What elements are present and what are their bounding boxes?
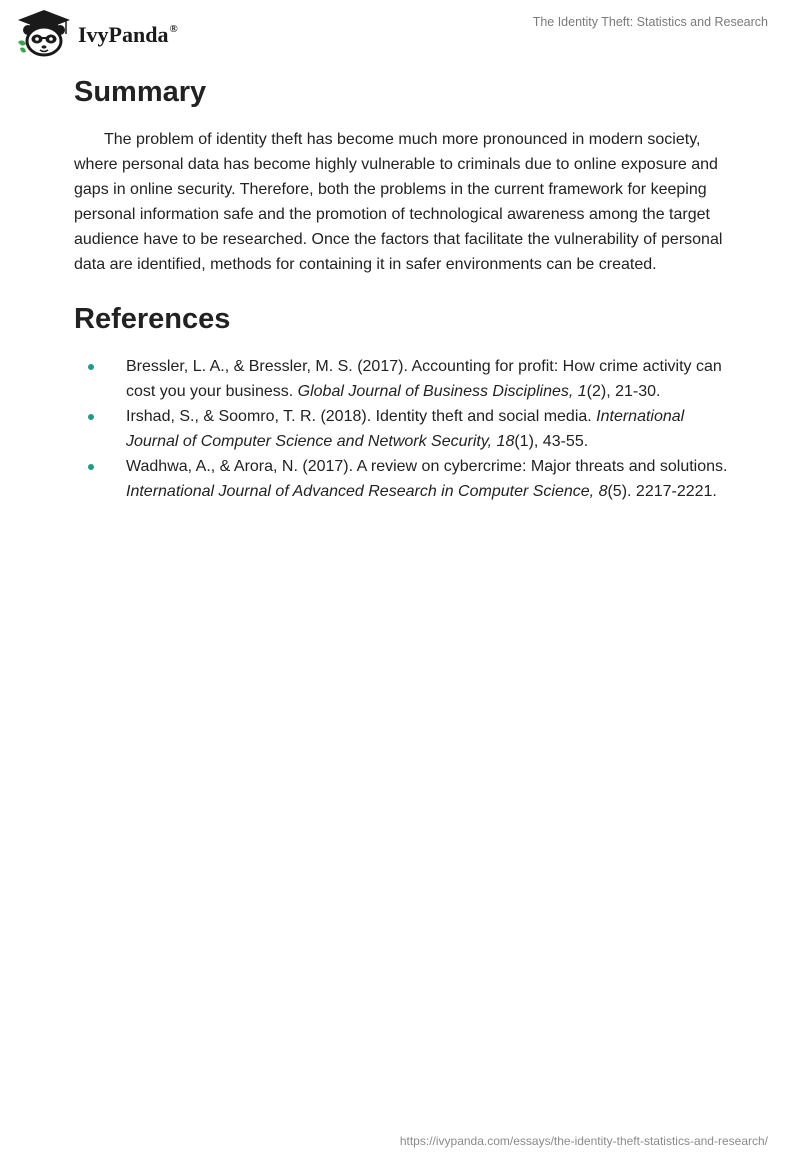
reference-journal: International Journal of Advanced Research in Computer Science, 8: [126, 483, 608, 500]
references-heading: References: [74, 303, 231, 335]
reference-tail: (5). 2217-2221.: [607, 483, 717, 500]
reference-journal: International Journal of Computer Science and Network Security, 18: [126, 408, 685, 450]
summary-heading: Summary: [74, 76, 207, 108]
reference-journal: Global Journal of Business Disciplines, 1: [297, 383, 587, 400]
reference-text: Bressler, L. A., & Bressler, M. S. (2017). Accounting for profit: How crime activity can cost you your business.: [126, 358, 722, 400]
document-title: The Identity Theft: Statistics and Research: [532, 15, 768, 29]
bullet-icon: [88, 364, 94, 370]
reference-tail: (2), 21-30.: [586, 383, 661, 400]
reference-tail: (1), 43-55.: [514, 433, 589, 450]
essay-content: [74, 72, 734, 504]
reference-item: [74, 404, 734, 454]
page-header: [0, 0, 800, 70]
reference-text: Wadhwa, A., & Arora, N. (2017). A review on cybercrime: Major threats and solutions.: [126, 458, 728, 475]
source-url[interactable]: https://ivypanda.com/essays/the-identity-theft-statistics-and-research/: [399, 1134, 768, 1148]
bullet-icon: [88, 464, 94, 470]
brand-name: IvyPanda®: [78, 22, 178, 47]
bullet-icon: [88, 414, 94, 420]
panda-graduate-icon: [14, 8, 74, 58]
summary-paragraph: The problem of identity theft has become much more pronounced in modern society, where personal data has become highly vulnerable to criminals due to online exposure and gaps in online security. Therefore, both the problems in the current framework for keeping personal information safe and the promotion of technological awareness among the target audience have to be researched. Once the factors that facilitate the vulnerability of personal data are identified, methods for containing it in safer environments can be created.: [74, 131, 723, 273]
references-list: [74, 354, 734, 504]
reference-item: [74, 454, 734, 504]
ivypanda-logo[interactable]: [14, 8, 178, 58]
registered-mark: ®: [169, 23, 178, 35]
reference-item: [74, 354, 734, 404]
reference-text: Irshad, S., & Soomro, T. R. (2018). Identity theft and social media.: [126, 408, 597, 425]
